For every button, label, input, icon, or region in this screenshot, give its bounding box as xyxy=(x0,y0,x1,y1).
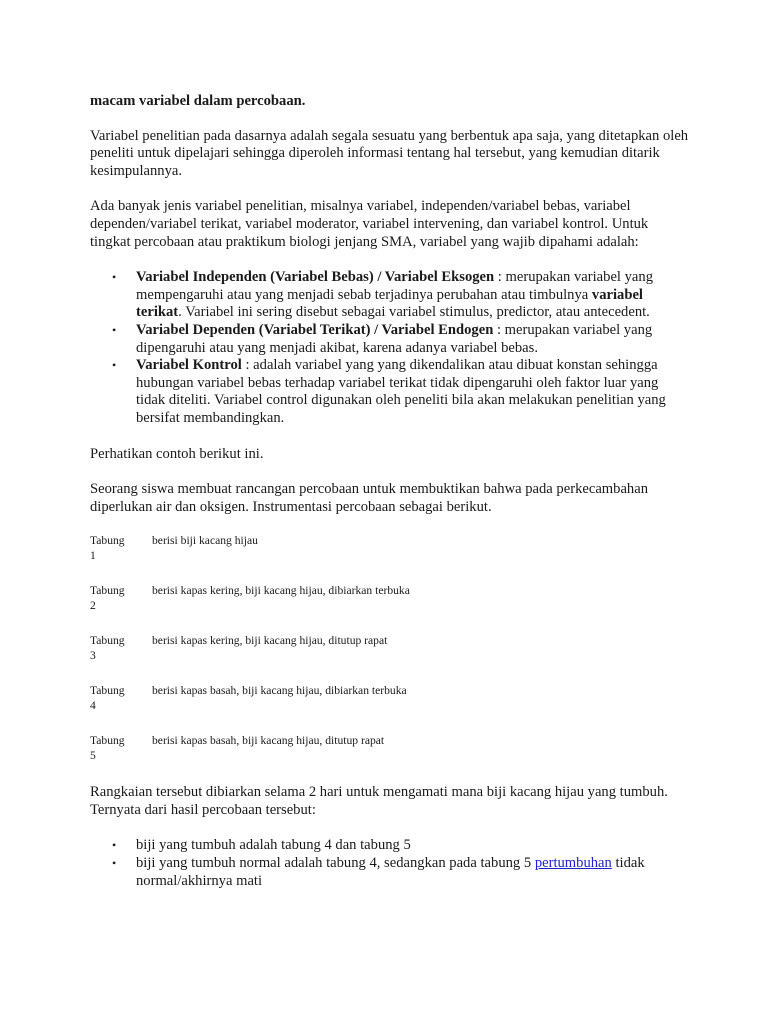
variable-types-paragraph: Ada banyak jenis variabel penelitian, misalnya variabel, independen/variabel bebas, variabel dependen/variabel terikat, variabel moderator, variabel intervening, dan variabel kontrol. Untuk tingkat percobaan atau praktikum biologi jenjang SMA, variabel yang wajib dipahami adalah: xyxy=(90,198,649,250)
tabung-description: berisi kapas basah, biji kacang hijau, ditutup rapat xyxy=(152,734,385,748)
variable-description: : merupakan variabel yang dipengaruhi atau yang menjadi akibat, karena adanya variabel bebas. xyxy=(136,321,653,356)
tabung-description: berisi kapas kering, biji kacang hijau, ditutup rapat xyxy=(152,634,388,648)
tabung-description: berisi kapas basah, biji kacang hijau, dibiarkan terbuka xyxy=(152,684,407,698)
tabung-word: Tabung xyxy=(90,534,125,548)
tabung-description: berisi biji kacang hijau xyxy=(152,534,258,548)
variable-list xyxy=(90,269,690,427)
tabung-number: 4 xyxy=(90,698,96,712)
tabung-label xyxy=(90,584,152,613)
variable-item-kontrol xyxy=(90,357,690,427)
variable-item-dependen xyxy=(90,322,690,357)
list-item xyxy=(90,855,690,890)
result-text: biji yang tumbuh adalah tabung 4 dan tabung 5 xyxy=(136,837,411,854)
variable-description-end: . Variabel ini sering disebut sebagai variabel stimulus, predictor, atau antecedent. xyxy=(178,304,650,321)
tabung-word: Tabung xyxy=(90,584,125,598)
document-title: macam variabel dalam percobaan. xyxy=(90,93,306,109)
tabung-label xyxy=(90,534,152,563)
tabung-number: 3 xyxy=(90,648,96,662)
bullet-icon: • xyxy=(112,856,117,871)
intro-paragraph: Variabel penelitian pada dasarnya adalah segala sesuatu yang berbentuk apa saja, yang ditetapkan oleh peneliti untuk dipelajari sehingga diperoleh informasi tentang hal tersebut, yang kemudian ditarik kesimpulannya. xyxy=(90,127,689,179)
bullet-icon: • xyxy=(112,270,117,285)
document-page xyxy=(90,93,690,908)
tabung-table xyxy=(90,534,690,763)
variable-description: : adalah variabel yang yang dikendalikan atau dibuat konstan sehingga hubungan variabel bebas terhadap variabel terikat tidak dipengaruhi oleh faktor luar yang tidak diteliti. Variabel control digunakan oleh peneliti bila akan melakukan penelitian yang bersifat membandingkan. xyxy=(136,357,666,426)
bullet-icon: • xyxy=(112,358,117,373)
tabung-label xyxy=(90,634,152,663)
experiment-paragraph: Seorang siswa membuat rancangan percobaan untuk membuktikan bahwa pada perkecambahan diperlukan air dan oksigen. Instrumentasi percobaan sebagai berikut. xyxy=(90,481,648,515)
table-row xyxy=(90,734,690,763)
variable-term: Variabel Kontrol xyxy=(136,357,242,374)
variable-term: Variabel Dependen (Variabel Terikat) / Variabel Endogen xyxy=(136,321,494,338)
tabung-label xyxy=(90,684,152,713)
example-intro: Perhatikan contoh berikut ini. xyxy=(90,445,264,462)
tabung-word: Tabung xyxy=(90,734,125,748)
bullet-icon: • xyxy=(112,838,117,853)
tabung-number: 2 xyxy=(90,598,96,612)
tabung-label xyxy=(90,734,152,763)
table-row xyxy=(90,534,690,563)
result-text: biji yang tumbuh normal adalah tabung 4, sedangkan pada tabung 5 xyxy=(136,855,535,872)
tabung-word: Tabung xyxy=(90,634,125,648)
table-row xyxy=(90,684,690,713)
tabung-number: 1 xyxy=(90,548,96,562)
result-text-end: tidak normal/akhirnya mati xyxy=(136,855,645,889)
result-paragraph: Rangkaian tersebut dibiarkan selama 2 hari untuk mengamati mana biji kacang hijau yang tumbuh. Ternyata dari hasil percobaan tersebut: xyxy=(90,784,668,818)
tabung-word: Tabung xyxy=(90,684,125,698)
table-row xyxy=(90,584,690,613)
table-row xyxy=(90,634,690,663)
variable-term: Variabel Independen (Variabel Bebas) / Variabel Eksogen xyxy=(136,269,495,286)
tabung-number: 5 xyxy=(90,748,96,762)
result-list xyxy=(90,837,690,890)
variable-bold-term: variabel terikat xyxy=(136,286,643,321)
bullet-icon: • xyxy=(112,322,117,337)
variable-item-independen xyxy=(90,269,690,322)
list-item xyxy=(90,837,690,855)
pertumbuhan-link[interactable]: pertumbuhan xyxy=(534,855,612,872)
tabung-description: berisi kapas kering, biji kacang hijau, dibiarkan terbuka xyxy=(152,584,410,598)
variable-description: : merupakan variabel yang mempengaruhi atau yang menjadi sebab terjadinya perubahan atau timbulnya xyxy=(136,269,653,303)
